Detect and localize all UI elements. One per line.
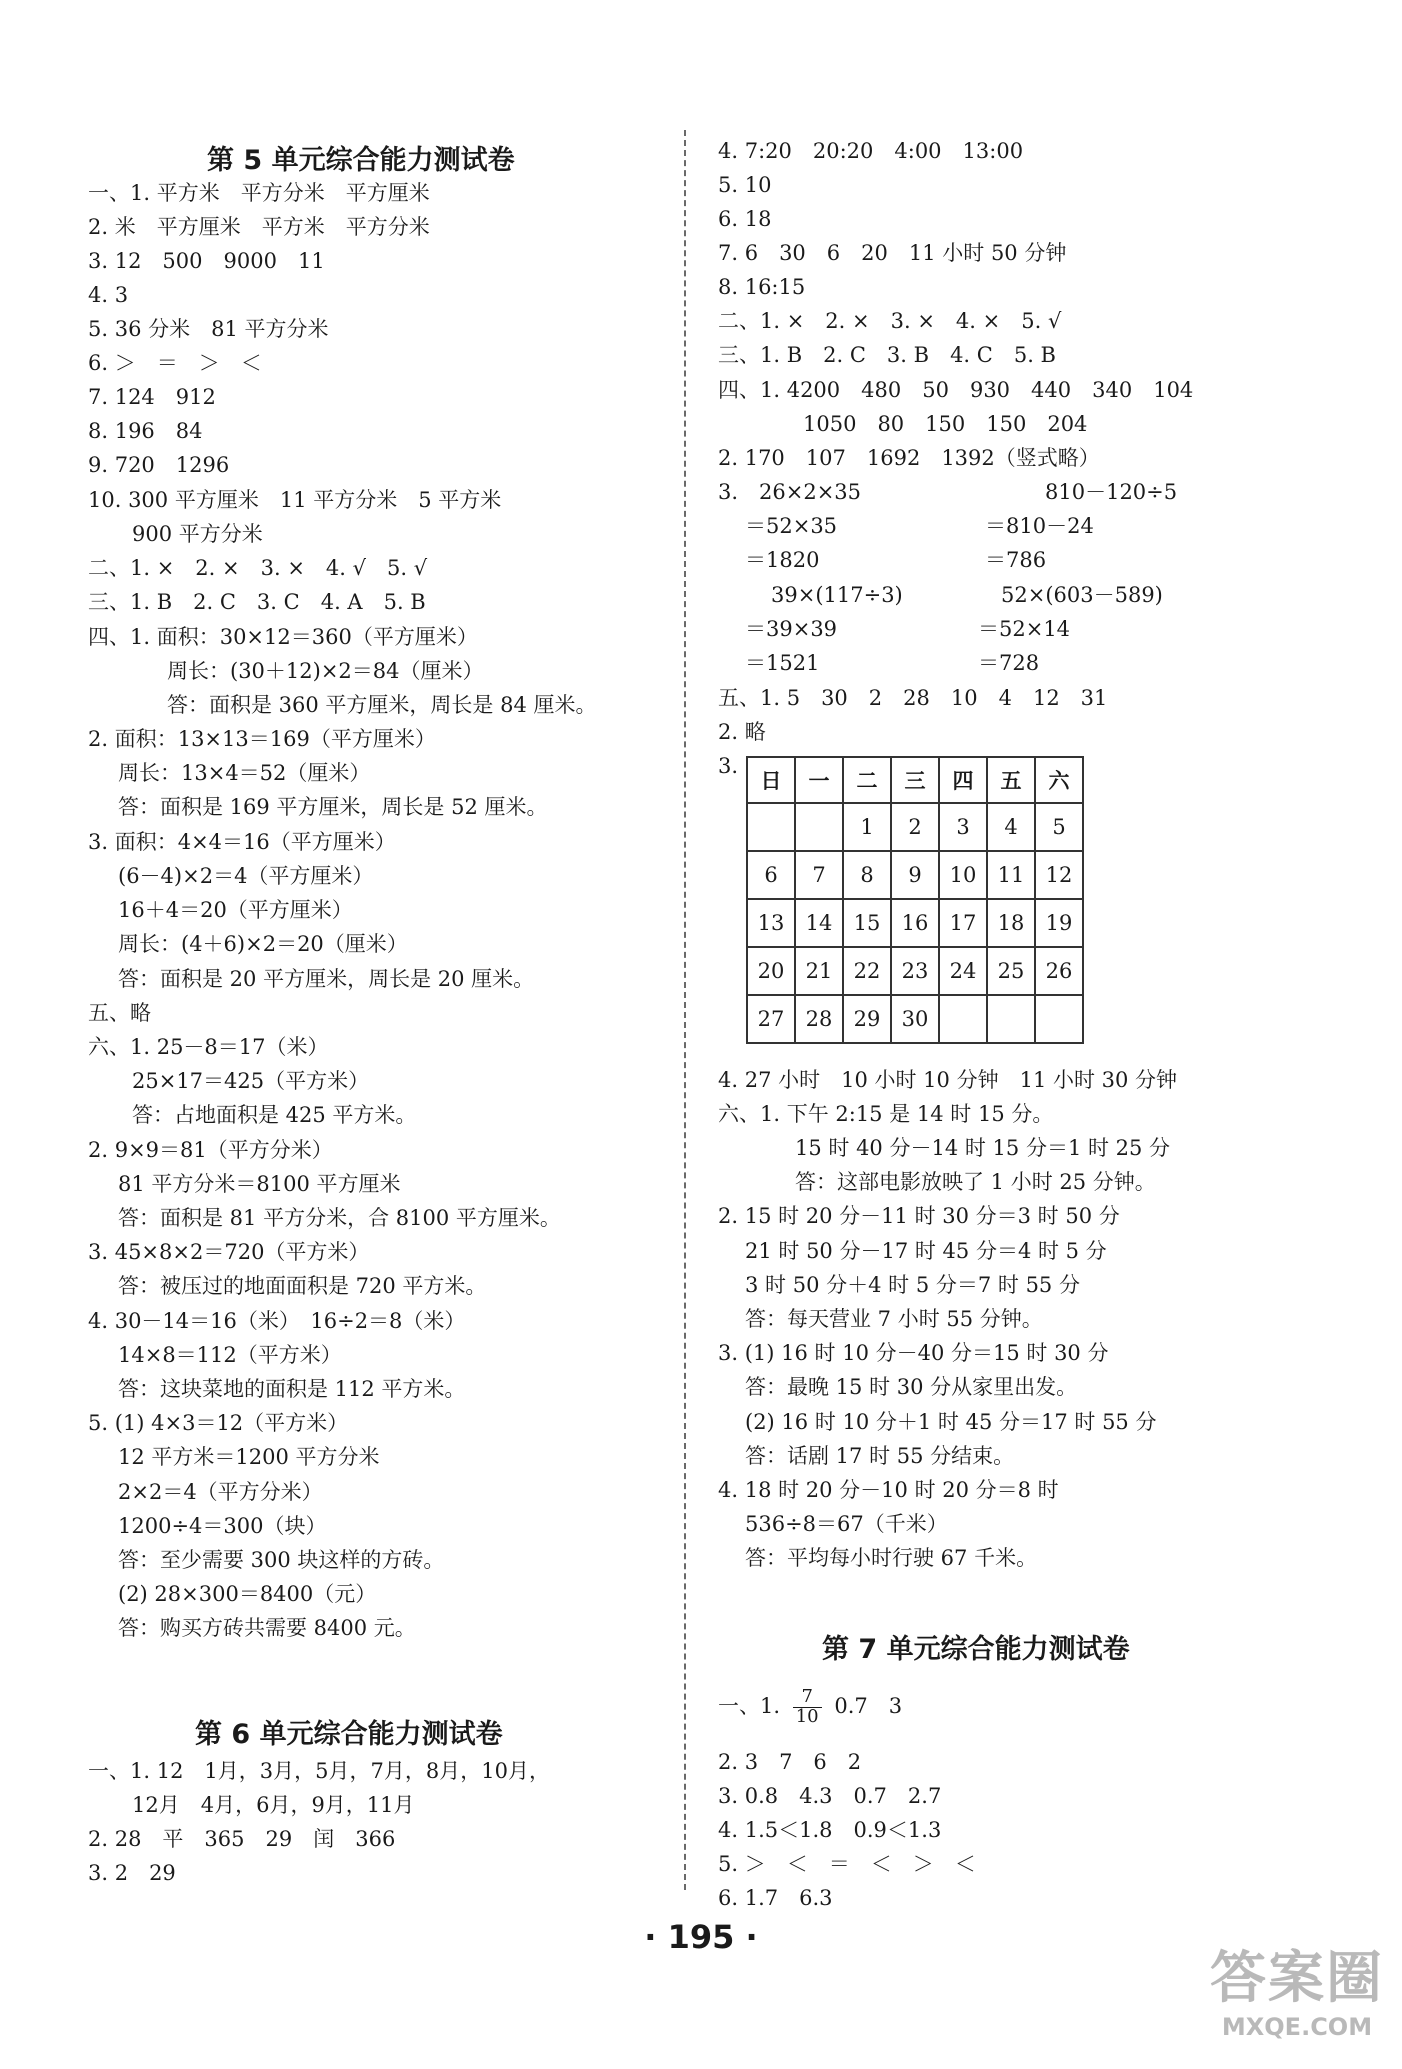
calendar-day-cell: 7 — [795, 851, 843, 899]
calendar-day-cell — [1035, 995, 1083, 1043]
weekday-header: 一 — [795, 757, 843, 803]
answer-line: 一、1. 12 1月，3月，5月，7月，8月，10月， — [88, 1759, 550, 1783]
answer-line: 答：面积是 360 平方厘米，周长是 84 厘米。 — [167, 693, 597, 717]
answer-line: 5. ＞ ＜ ＝ ＜ ＞ ＜ — [718, 1852, 976, 1876]
answer-line: 3. 2 29 — [88, 1861, 176, 1885]
answer-line-fraction — [718, 1688, 902, 1727]
answer-line: 4. 18 时 20 分－10 时 20 分＝8 时 — [718, 1478, 1059, 1502]
answer-line: 答：平均每小时行驶 67 千米。 — [745, 1546, 1038, 1570]
calendar-day-cell: 2 — [891, 803, 939, 851]
answer-line: 3. 45×8×2＝720（平方米） — [88, 1240, 370, 1264]
answer-line: 二、1. × 2. × 3. × 4. × 5. √ — [718, 309, 1062, 333]
answer-line: 7. 6 30 6 20 11 小时 50 分钟 — [718, 241, 1067, 265]
answer-line: 5. (1) 4×3＝12（平方米） — [88, 1411, 349, 1435]
column-divider — [684, 130, 686, 1890]
unit5-title: 第 5 单元综合能力测试卷 — [207, 145, 515, 176]
calendar-day-cell: 28 — [795, 995, 843, 1043]
answer-line: 三、1. B 2. C 3. B 4. C 5. B — [718, 343, 1056, 367]
answer-line: 536÷8＝67（千米） — [745, 1512, 948, 1536]
calendar-table — [746, 756, 1084, 1044]
watermark-url: MXQE.COM — [1221, 2013, 1373, 2041]
weekday-header: 日 — [747, 757, 795, 803]
calendar-header-row — [747, 757, 1083, 803]
calendar-day-cell: 1 — [843, 803, 891, 851]
calendar-day-cell: 6 — [747, 851, 795, 899]
calendar-day-cell: 3 — [939, 803, 987, 851]
answer-line: 2. 9×9＝81（平方分米） — [88, 1138, 333, 1162]
weekday-header: 五 — [987, 757, 1035, 803]
calendar-week-row — [747, 995, 1083, 1043]
answer-line: 1200÷4＝300（块） — [118, 1514, 327, 1538]
answer-line: 答：至少需要 300 块这样的方砖。 — [118, 1548, 445, 1572]
calendar-day-cell: 15 — [843, 899, 891, 947]
answer-text: 0.7 3 — [834, 1693, 903, 1718]
answer-line: 12 平方米＝1200 平方分米 — [118, 1445, 380, 1469]
answer-line: 6. ＞ ＝ ＞ ＜ — [88, 351, 262, 375]
answer-line: (2) 28×300＝8400（元） — [118, 1582, 377, 1606]
calendar-day-cell: 10 — [939, 851, 987, 899]
answer-line: ＝810－24 — [985, 514, 1094, 538]
calendar-week-row — [747, 947, 1083, 995]
answer-line: 答：被压过的地面面积是 720 平方米。 — [118, 1274, 487, 1298]
answer-line: 1050 80 150 150 204 — [803, 412, 1088, 436]
answer-line: 六、1. 25－8＝17（米） — [88, 1035, 329, 1059]
calendar-day-cell: 17 — [939, 899, 987, 947]
answer-line: 答：话剧 17 时 55 分结束。 — [745, 1444, 1015, 1468]
answer-line: 5. 36 分米 81 平方分米 — [88, 317, 329, 341]
calendar-day-cell: 19 — [1035, 899, 1083, 947]
answer-line: 五、略 — [88, 1001, 151, 1025]
answer-line: 6. 1.7 6.3 — [718, 1886, 833, 1910]
answer-line: 五、1. 5 30 2 28 10 4 12 31 — [718, 686, 1108, 710]
calendar-day-cell: 30 — [891, 995, 939, 1043]
answer-line: 3. — [718, 754, 739, 778]
answer-line: 4. 3 — [88, 283, 129, 307]
watermark-logo — [1202, 1946, 1392, 2061]
answer-line: 8. 16:15 — [718, 275, 806, 299]
calendar-day-cell: 11 — [987, 851, 1035, 899]
answer-line: 答：每天营业 7 小时 55 分钟。 — [745, 1307, 1043, 1331]
answer-line: 四、1. 4200 480 50 930 440 340 104 — [718, 378, 1194, 402]
answer-line: 3. 面积：4×4＝16（平方厘米） — [88, 830, 396, 854]
answer-line: 2. 170 107 1692 1392（竖式略） — [718, 446, 1100, 470]
fraction-denominator: 10 — [795, 1705, 819, 1727]
answer-line: 900 平方分米 — [132, 522, 263, 546]
answer-line: 答：面积是 81 平方分米，合 8100 平方厘米。 — [118, 1206, 561, 1230]
page-number: · 195 · — [644, 1918, 758, 1956]
answer-line: 2. 28 平 365 29 闰 366 — [88, 1827, 396, 1851]
calendar-week-row — [747, 899, 1083, 947]
answer-line: 周长：(30＋12)×2＝84（厘米） — [167, 659, 484, 683]
answer-line: 一、1. 平方米 平方分米 平方厘米 — [88, 181, 430, 205]
calendar-day-cell: 23 — [891, 947, 939, 995]
answer-line: (6－4)×2＝4（平方厘米） — [118, 864, 374, 888]
calendar-day-cell: 4 — [987, 803, 1035, 851]
answer-line: 二、1. × 2. × 3. × 4. √ 5. √ — [88, 556, 428, 580]
unit7-title: 第 7 单元综合能力测试卷 — [822, 1634, 1130, 1665]
answer-line: 14×8＝112（平方米） — [118, 1343, 342, 1367]
calendar-day-cell — [747, 803, 795, 851]
answer-line: 周长：13×4＝52（厘米） — [118, 761, 371, 785]
answer-line: 7. 124 912 — [88, 385, 216, 409]
answer-line: 3. (1) 16 时 10 分－40 分＝15 时 30 分 — [718, 1341, 1109, 1365]
answer-line: ＝1521 — [745, 651, 820, 675]
answer-line: 12月 4月，6月，9月，11月 — [132, 1793, 415, 1817]
answer-line: 答：这部电影放映了 1 小时 25 分钟。 — [795, 1170, 1156, 1194]
answer-line: 答：购买方砖共需要 8400 元。 — [118, 1616, 416, 1640]
weekday-header: 三 — [891, 757, 939, 803]
answer-line: 4. 7:20 20:20 4:00 13:00 — [718, 139, 1024, 163]
answer-line: 2×2＝4（平方分米） — [118, 1480, 323, 1504]
answer-line: 3 时 50 分＋4 时 5 分＝7 时 55 分 — [745, 1273, 1080, 1297]
calendar-week-row — [747, 851, 1083, 899]
calendar-day-cell: 14 — [795, 899, 843, 947]
calendar-day-cell: 9 — [891, 851, 939, 899]
answer-line: 答：占地面积是 425 平方米。 — [132, 1103, 417, 1127]
answer-line: 15 时 40 分－14 时 15 分＝1 时 25 分 — [795, 1136, 1171, 1160]
calendar-day-cell: 26 — [1035, 947, 1083, 995]
answer-line: 4. 30－14＝16（米） 16÷2＝8（米） — [88, 1309, 466, 1333]
answer-line: ＝52×14 — [978, 617, 1071, 641]
answer-line: 六、1. 下午 2:15 是 14 时 15 分。 — [718, 1102, 1054, 1126]
calendar-day-cell: 13 — [747, 899, 795, 947]
answer-line: 答：最晚 15 时 30 分从家里出发。 — [745, 1375, 1078, 1399]
weekday-header: 四 — [939, 757, 987, 803]
calendar-day-cell: 21 — [795, 947, 843, 995]
answer-line: 39×(117÷3) — [771, 583, 903, 607]
answer-line: 答：面积是 20 平方厘米，周长是 20 厘米。 — [118, 967, 535, 991]
fraction — [793, 1688, 822, 1727]
answer-line: 三、1. B 2. C 3. C 4. A 5. B — [88, 590, 426, 614]
answer-line: 2. 略 — [718, 720, 766, 744]
answer-line: 52×(603－589) — [1001, 583, 1163, 607]
calendar-day-cell: 16 — [891, 899, 939, 947]
answer-line: 3. 0.8 4.3 0.7 2.7 — [718, 1784, 942, 1808]
calendar-day-cell: 25 — [987, 947, 1035, 995]
calendar-day-cell: 8 — [843, 851, 891, 899]
answer-line: ＝52×35 — [745, 514, 838, 538]
calendar-week-row — [747, 803, 1083, 851]
calendar-day-cell: 18 — [987, 899, 1035, 947]
answer-line: 16＋4＝20（平方厘米） — [118, 898, 353, 922]
answer-line: 810－120÷5 — [1045, 480, 1178, 504]
answer-line: 答：这块菜地的面积是 112 平方米。 — [118, 1377, 466, 1401]
answer-line: 4. 1.5＜1.8 0.9＜1.3 — [718, 1818, 942, 1842]
answer-line: 3. 26×2×35 — [718, 480, 862, 504]
answer-line: 3. 12 500 9000 11 — [88, 249, 325, 273]
fraction-numerator: 7 — [793, 1688, 822, 1708]
answer-line: 周长：(4＋6)×2＝20（厘米） — [118, 932, 408, 956]
watermark-text: 答案圈 — [1210, 1946, 1384, 2011]
answer-line: 81 平方分米＝8100 平方厘米 — [118, 1172, 401, 1196]
calendar-day-cell: 5 — [1035, 803, 1083, 851]
answer-line: 8. 196 84 — [88, 419, 203, 443]
weekday-header: 六 — [1035, 757, 1083, 803]
answer-line: (2) 16 时 10 分＋1 时 45 分＝17 时 55 分 — [745, 1410, 1157, 1434]
calendar-day-cell: 22 — [843, 947, 891, 995]
calendar-day-cell: 24 — [939, 947, 987, 995]
calendar-day-cell — [987, 995, 1035, 1043]
answer-line: 四、1. 面积：30×12＝360（平方厘米） — [88, 625, 478, 649]
answer-line: ＝39×39 — [745, 617, 838, 641]
question-prefix: 一、1. — [718, 1693, 781, 1718]
calendar-day-cell: 20 — [747, 947, 795, 995]
calendar-day-cell: 27 — [747, 995, 795, 1043]
answer-line: 9. 720 1296 — [88, 453, 230, 477]
answer-line: ＝728 — [978, 651, 1040, 675]
answer-line: 2. 15 时 20 分－11 时 30 分＝3 时 50 分 — [718, 1204, 1120, 1228]
answer-line: 25×17＝425（平方米） — [132, 1069, 370, 1093]
calendar-day-cell: 12 — [1035, 851, 1083, 899]
answer-line: 21 时 50 分－17 时 45 分＝4 时 5 分 — [745, 1239, 1107, 1263]
unit6-title: 第 6 单元综合能力测试卷 — [195, 1719, 503, 1750]
answer-line: ＝786 — [985, 548, 1047, 572]
answer-line: 2. 米 平方厘米 平方米 平方分米 — [88, 215, 430, 239]
answer-line: 5. 10 — [718, 173, 772, 197]
answer-line: 答：面积是 169 平方厘米，周长是 52 厘米。 — [118, 795, 548, 819]
answer-line: ＝1820 — [745, 548, 820, 572]
answer-line: 2. 3 7 6 2 — [718, 1750, 862, 1774]
answer-line: 10. 300 平方厘米 11 平方分米 5 平方米 — [88, 488, 502, 512]
answer-line: 4. 27 小时 10 小时 10 分钟 11 小时 30 分钟 — [718, 1068, 1178, 1092]
calendar-day-cell — [795, 803, 843, 851]
calendar-day-cell — [939, 995, 987, 1043]
answer-line: 6. 18 — [718, 207, 772, 231]
calendar-day-cell: 29 — [843, 995, 891, 1043]
weekday-header: 二 — [843, 757, 891, 803]
answer-line: 2. 面积：13×13＝169（平方厘米） — [88, 727, 436, 751]
